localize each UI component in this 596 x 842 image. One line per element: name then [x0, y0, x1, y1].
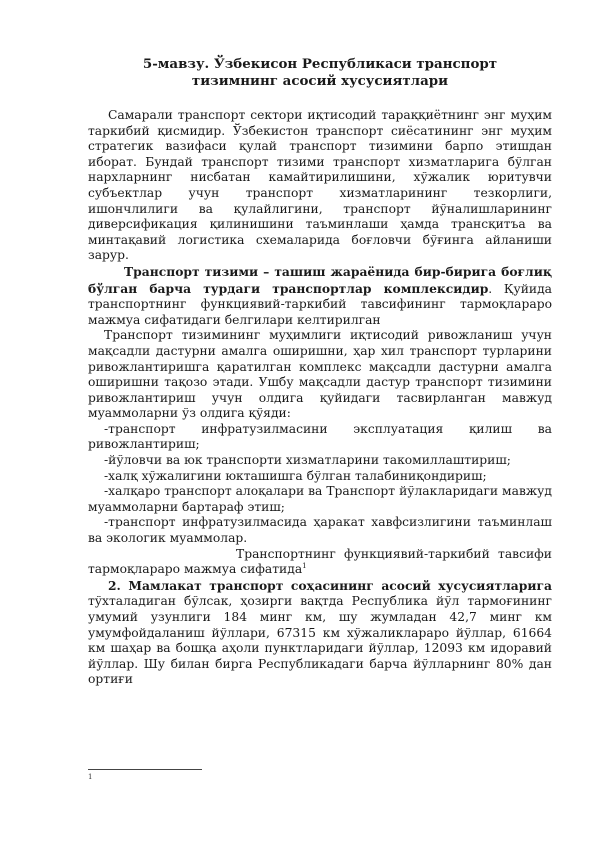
features-bold: 2. Мамлакат транспорт соҳасининг асосий хусусиятларига — [108, 577, 552, 593]
paragraph-features — [88, 578, 552, 688]
paragraph-intro: Самарали транспорт сектори иқтисодий тараққиётнинг энг муҳим таркибий қисмидир. Ўзбекистон транспорт сиёсатининг энг муҳим стратегик вазифаси қулай транспорт тизимини барпо этишдан иборат. Бундай транспорт тизими транспорт хизматларига бўлган нархларнинг нисбатан камайтирилишини, хўжалик юритувчи субъектлар учун транспорт хизматларининг тезкорлиги, ишончлилиги ва қулайлигини, транспорт йўналишларининг диверсификация қилинишини таъминлаши ҳамда трансқитъа ва минтақавий логистика схемаларида боғловчи бўғинга айланиши зарур. — [88, 108, 552, 263]
figure-caption — [88, 547, 552, 578]
list-item: -халқаро транспорт алоқалари ва Транспорт йўлакларидаги мавжуд муаммоларни бартараф этиш; — [88, 484, 552, 514]
page-title — [88, 56, 552, 90]
footnote-reference[interactable]: 1 — [302, 562, 307, 571]
paragraph-importance: Транспорт тизимининг муҳимлиги иқтисодий ривожланиш учун мақсадли дастурни амалга оширишни, ҳар хил транспорт турларини ривожлантиришга қаратилган комплекс мақсадли дастурни амалга оширишни тақозо этади. Ушбу мақсадли дастур транспорт тизимини ривожлантириш учун олдига қуйидаги тасвирланган мавжуд муаммоларни ўз олдига қўяди: — [88, 328, 552, 421]
list-item: -транспорт инфратузилмасида ҳаракат хавфсизлигини таъминлаш ва экологик муаммолар. — [88, 515, 552, 546]
page-body — [88, 56, 552, 688]
list-item: -транспорт инфратузилмасини эксплуатация қилиш ва ривожлантириш; — [88, 421, 552, 452]
features-rest: тўхталадиган бўлсак, ҳозирги вақтда Республика йўл тармоғининг умумий узунлиги 184 минг км, шу жумладан 42,7 минг км умумфойдаланиш йўллари, 67315 км хўжаликлараро йўллар, 61664 км шаҳар ва бошқа аҳоли пунктларидаги йўллар, 12093 км идоравий йўллар. Шу билан бирга Республикадаги барча йўлларнинг 80% дан ортиғи — [88, 594, 552, 687]
list-item: -халқ хўжалигини юкташишга бўлган талабиниқондириш; — [104, 468, 487, 483]
definition-bold: Транспорт тизими – ташиш жараёнида бир-бирига боғлиқ бўлган барча турдаги транспортлар комплексидир — [88, 263, 552, 296]
list-item: -йўловчи ва юк транспорти хизматларини такомиллаштириш; — [104, 453, 511, 468]
title-line-2: тизимнинг асосий хусусиятлари — [191, 73, 449, 89]
paragraph-definition — [88, 264, 552, 328]
footnote-divider — [88, 769, 202, 770]
figure-caption-text: Транспортнинг функциявий-таркибий тавсифи тармоқлараро мажмуа сифатида — [88, 546, 552, 577]
title-line-1: 5-мавзу. Ўзбекисон Республикаси транспорт — [142, 56, 498, 72]
definition-rest: . Қуйида транспортнинг функциявий-таркибий тавсифининг тармоқлараро мажмуа сифатидаги белгилари келтирилган — [88, 281, 552, 327]
footnote-number: 1 — [88, 773, 93, 781]
